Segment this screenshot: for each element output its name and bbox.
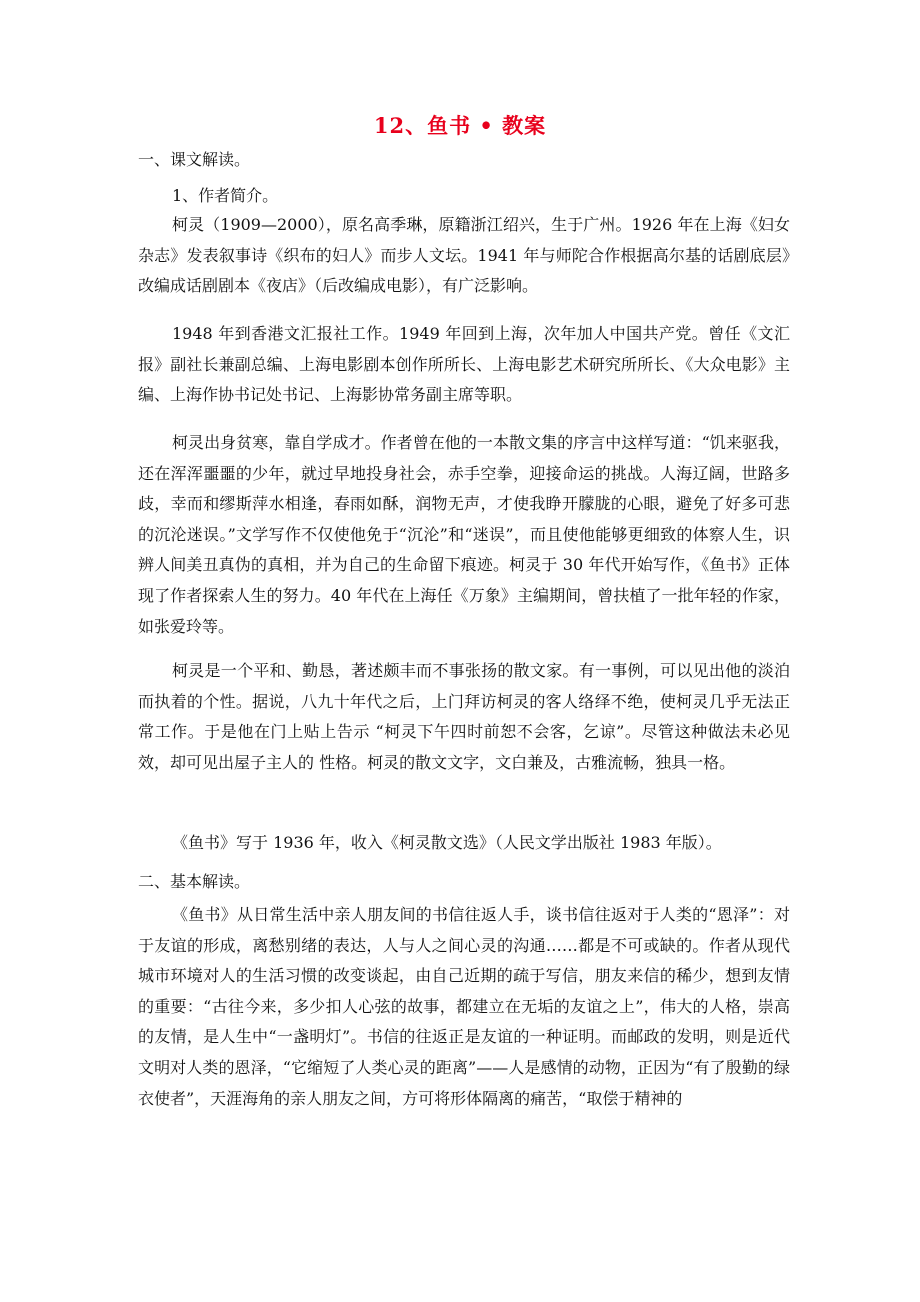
paragraph-basic-reading: 《鱼书》从日常生活中亲人朋友间的书信往返人手，谈书信往返对于人类的“恩泽”：对于友谊的形成，离愁别绪的表达，人与人之间心灵的沟通……都是不可或缺的。作者从现代城市环境对人的生活习惯的改变谈起，由自己近期的疏于写信，朋友来信的稀少，想到友情的重要：“古往今来，多少扣人心弦的故事，都建立在无垢的友谊之上”，伟大的人格，崇高的友情，是人生中“一盏明灯”。书信的往返正是友谊的一种证明。而邮政的发明，则是近代文明对人类的恩泽，“它缩短了人类心灵的距离”——人是感情的动物，正因为“有了殷勤的绿衣使者”，天涯海角的亲人朋友之间，方可将形体隔离的痛苦，“取偿于精神的 bbox=[138, 905, 790, 1108]
paragraph-self-taught: 柯灵出身贫寒，靠自学成才。作者曾在他的一本散文集的序言中这样写道：“饥来驱我，还在浑浑噩噩的少年，就过早地投身社会，赤手空拳，迎接命运的挑战。人海辽阔，世路多歧，幸而和缪斯萍水相逢，春雨如酥，润物无声，才使我睁开朦胧的心眼，避免了好多可悲的沉沦迷误。”文学写作不仅使他免于“沉沦”和“迷误”，而且使他能够更细致的体察人生，识辨人间美丑真伪的真相，并为自己的生命留下痕迹。柯灵于 30 年代开始写作，《鱼书》正体现了作者探索人生的努力。40 年代在上海任《万象》主编期间，曾扶植了一批年轻的作家，如张爱玲等。 bbox=[138, 433, 790, 636]
paragraph-publication: 《鱼书》写于 1936 年，收入《柯灵散文选》（人民文学出版社 1983 年版）。 bbox=[172, 833, 722, 852]
subheading-author-intro: 1、作者简介。 bbox=[172, 186, 279, 205]
paragraph-personality: 柯灵是一个平和、勤恳，著述颇丰而不事张扬的散文家。有一事例，可以见出他的淡泊而执着的个性。据说，八九十年代之后，上门拜访柯灵的客人络绎不绝，使柯灵几乎无法正常工作。于是他在门上贴上告示 “柯灵下午四时前恕不会客，乞谅”。尽管这种做法未必见效，却可见出屋子主人的 性格。柯灵的散文文字，文白兼及，古雅流畅，独具一格。 bbox=[138, 661, 790, 772]
document-title: 12、鱼书 • 教案 bbox=[373, 113, 547, 138]
paragraph-author-birth: 柯灵（1909—2000），原名高季琳，原籍浙江绍兴，生于广州。1926 年在上海《妇女杂志》发表叙事诗《织布的妇人》而步人文坛。1941 年与师陀合作根据高尔基的话剧底层》改编成话剧剧本《夜店》（后改编成电影），有广泛影响。 bbox=[138, 215, 790, 296]
paragraph-career: 1948 年到香港文汇报社工作。1949 年回到上海，次年加人中国共产党。曾任《文汇报》副社长兼副总编、上海电影剧本创作所所长、上海电影艺术研究所所长、《大众电影》主编、上海作协书记处书记、上海影协常务副主席等职。 bbox=[138, 324, 790, 405]
section-heading-lesson-reading: 一、课文解读。 bbox=[138, 150, 251, 169]
section-heading-basic-reading: 二、基本解读。 bbox=[138, 872, 251, 891]
